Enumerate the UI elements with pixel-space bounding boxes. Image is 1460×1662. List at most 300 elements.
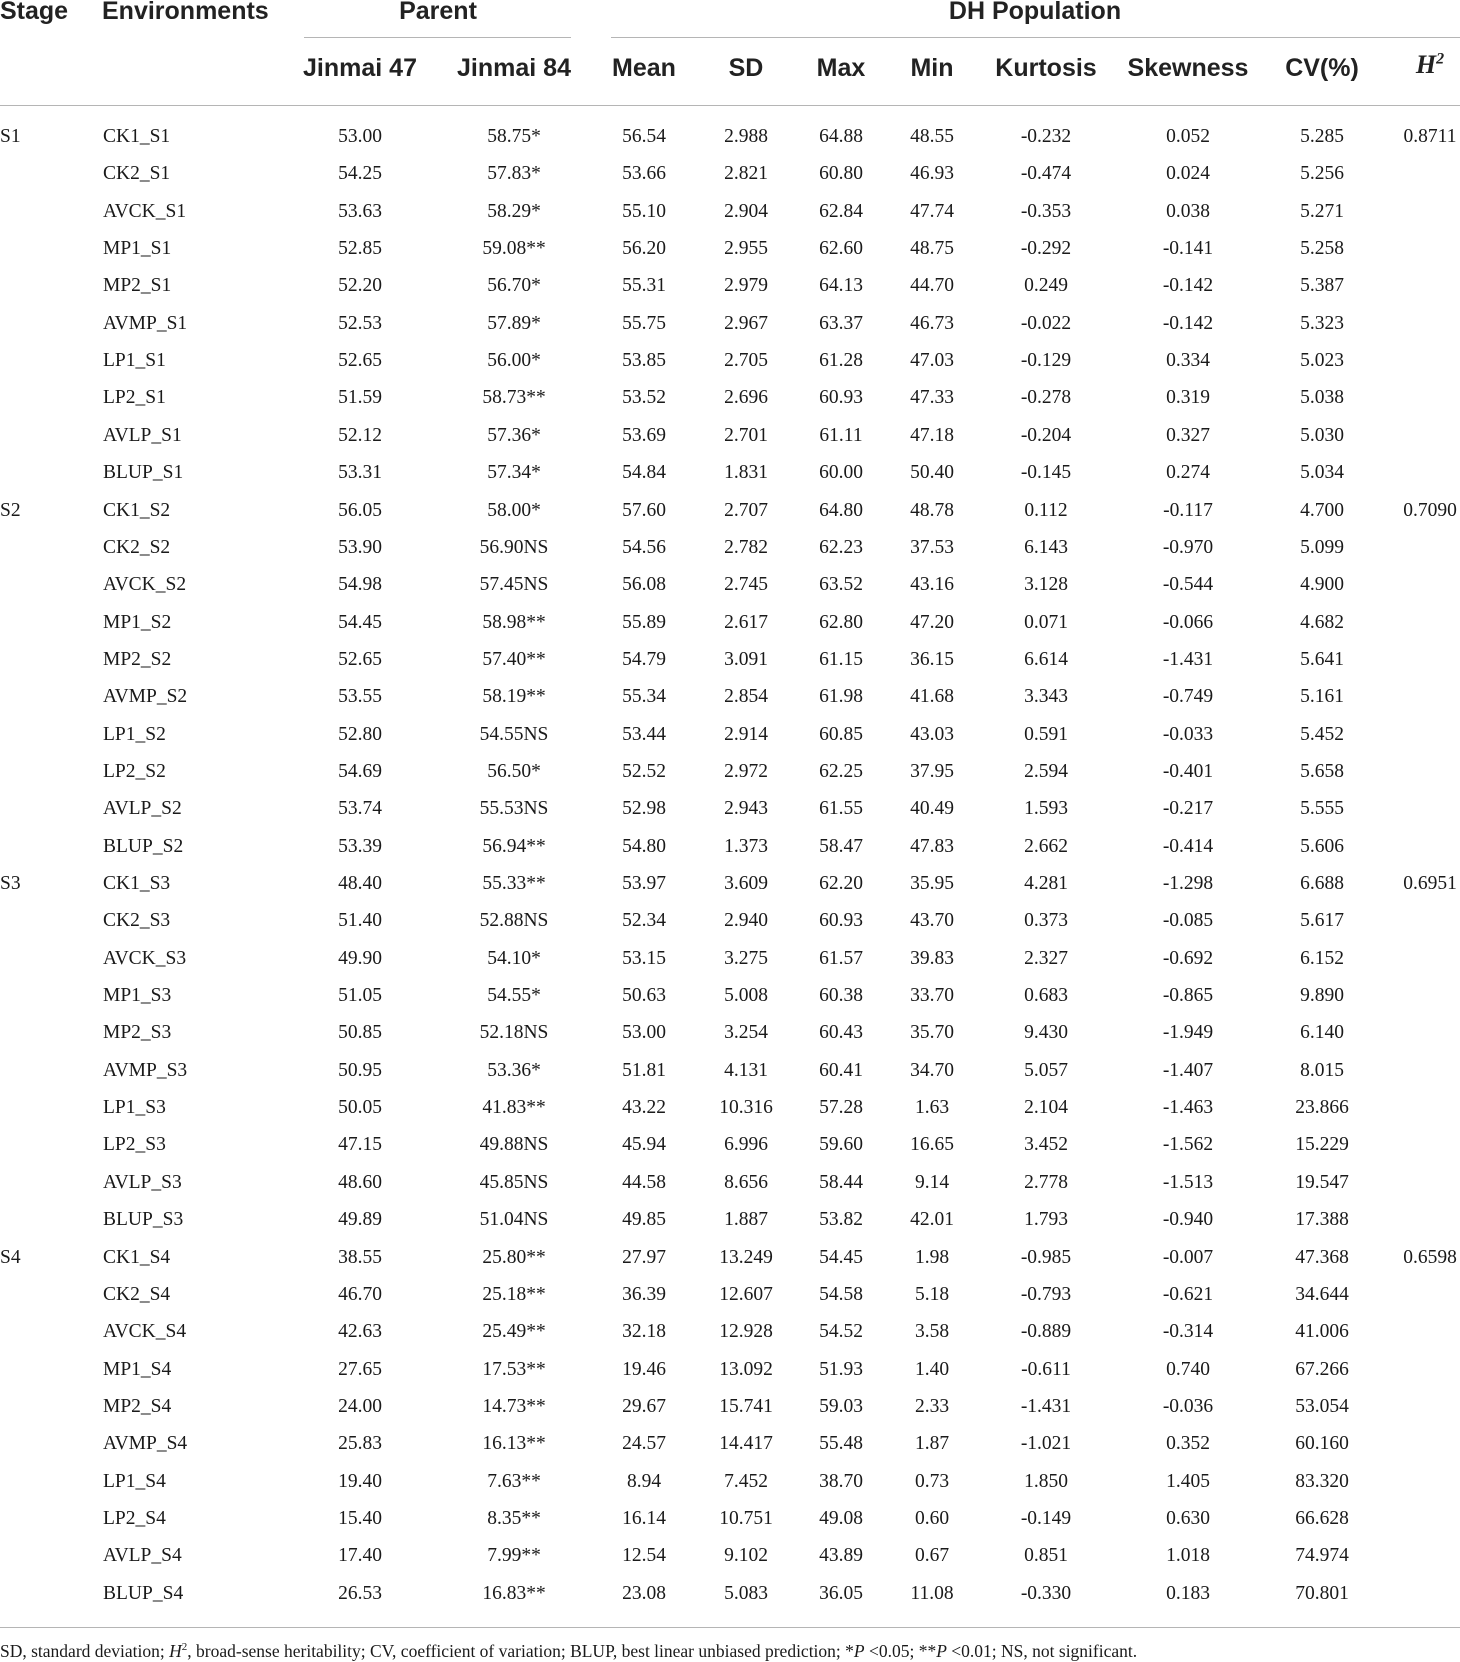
cell-jinmai47: 52.80 <box>338 724 382 745</box>
cell-sd: 12.928 <box>719 1321 773 1342</box>
cell-min: 50.40 <box>910 462 954 483</box>
header-dh-population: DH Population <box>948 0 1122 25</box>
cell-kurtosis: 1.793 <box>1024 1209 1068 1230</box>
cell-max: 61.57 <box>819 948 863 969</box>
cell-jinmai47: 27.65 <box>338 1359 382 1380</box>
footnote-part-4: <0.01; NS, not significant. <box>946 1641 1138 1661</box>
cell-cv: 66.628 <box>1295 1508 1349 1529</box>
cell-jinmai84: 57.83* <box>487 163 541 184</box>
cell-jinmai84: 55.33** <box>482 873 546 894</box>
cell-sd: 3.275 <box>724 948 768 969</box>
cell-cv: 5.658 <box>1300 761 1344 782</box>
cell-max: 62.84 <box>819 201 863 222</box>
cell-h2: 0.6598 <box>1403 1247 1457 1268</box>
cell-min: 43.16 <box>910 574 954 595</box>
cell-jinmai47: 51.05 <box>338 985 382 1006</box>
cell-max: 51.93 <box>819 1359 863 1380</box>
cell-jinmai47: 53.55 <box>338 686 382 707</box>
header-parent: Parent <box>399 0 477 25</box>
cell-sd: 13.249 <box>719 1247 773 1268</box>
cell-environment: AVCK_S4 <box>103 1321 187 1342</box>
cell-environment: LP1_S4 <box>103 1471 166 1492</box>
cell-jinmai84: 57.45NS <box>479 574 549 595</box>
cell-environment: AVCK_S3 <box>103 948 187 969</box>
cell-sd: 2.617 <box>724 612 768 633</box>
cell-jinmai47: 50.85 <box>338 1022 382 1043</box>
cell-cv: 70.801 <box>1295 1583 1349 1604</box>
cell-skewness: 0.327 <box>1166 425 1210 446</box>
cell-environment: CK2_S1 <box>103 163 171 184</box>
cell-min: 44.70 <box>910 275 954 296</box>
cell-kurtosis: 6.614 <box>1024 649 1068 670</box>
cell-sd: 2.821 <box>724 163 768 184</box>
cell-cv: 5.387 <box>1300 275 1344 296</box>
cell-cv: 5.452 <box>1300 724 1344 745</box>
cell-sd: 2.854 <box>724 686 768 707</box>
cell-mean: 24.57 <box>622 1433 666 1454</box>
cell-sd: 2.914 <box>724 724 768 745</box>
cell-mean: 53.66 <box>622 163 666 184</box>
cell-mean: 43.22 <box>622 1097 666 1118</box>
cell-jinmai84: 57.36* <box>487 425 541 446</box>
cell-max: 58.47 <box>819 836 863 857</box>
cell-min: 46.93 <box>910 163 954 184</box>
cell-jinmai47: 52.85 <box>338 238 382 259</box>
cell-cv: 4.900 <box>1300 574 1344 595</box>
cell-cv: 5.555 <box>1300 798 1344 819</box>
cell-sd: 9.102 <box>724 1545 768 1566</box>
cell-min: 47.18 <box>910 425 954 446</box>
cell-skewness: -1.513 <box>1162 1172 1214 1193</box>
cell-kurtosis: 2.594 <box>1024 761 1068 782</box>
cell-max: 61.28 <box>819 350 863 371</box>
cell-sd: 3.609 <box>724 873 768 894</box>
cell-sd: 2.707 <box>724 500 768 521</box>
cell-kurtosis: -0.611 <box>1021 1359 1071 1380</box>
cell-mean: 54.79 <box>622 649 666 670</box>
cell-kurtosis: 2.778 <box>1024 1172 1068 1193</box>
cell-min: 43.70 <box>910 910 954 931</box>
cell-cv: 5.030 <box>1300 425 1344 446</box>
cell-skewness: -0.033 <box>1162 724 1214 745</box>
cell-skewness: -0.970 <box>1162 537 1214 558</box>
cell-min: 11.08 <box>910 1583 954 1604</box>
cell-jinmai47: 26.53 <box>338 1583 382 1604</box>
cell-kurtosis: -0.145 <box>1020 462 1072 483</box>
cell-skewness: 0.352 <box>1166 1433 1210 1454</box>
cell-min: 47.74 <box>910 201 954 222</box>
cell-jinmai84: 56.94** <box>482 836 546 857</box>
cell-mean: 49.85 <box>622 1209 666 1230</box>
cell-min: 1.98 <box>914 1247 950 1268</box>
cell-kurtosis: 2.104 <box>1024 1097 1068 1118</box>
cell-cv: 83.320 <box>1295 1471 1349 1492</box>
cell-jinmai84: 16.13** <box>482 1433 546 1454</box>
cell-min: 1.40 <box>914 1359 950 1380</box>
cell-max: 53.82 <box>819 1209 863 1230</box>
cell-jinmai84: 58.19** <box>482 686 546 707</box>
cell-jinmai47: 47.15 <box>338 1134 382 1155</box>
cell-min: 2.33 <box>914 1396 950 1417</box>
cell-kurtosis: 0.112 <box>1024 500 1068 521</box>
cell-min: 1.87 <box>914 1433 950 1454</box>
cell-max: 62.25 <box>819 761 863 782</box>
cell-min: 42.01 <box>910 1209 954 1230</box>
cell-min: 39.83 <box>910 948 954 969</box>
cell-environment: AVMP_S1 <box>103 313 188 334</box>
cell-max: 61.98 <box>819 686 863 707</box>
cell-jinmai84: 52.88NS <box>479 910 549 931</box>
cell-skewness: -1.407 <box>1162 1060 1214 1081</box>
cell-skewness: 0.740 <box>1166 1359 1210 1380</box>
cell-mean: 55.31 <box>622 275 666 296</box>
cell-mean: 55.34 <box>622 686 666 707</box>
cell-mean: 51.81 <box>622 1060 666 1081</box>
cell-kurtosis: 1.593 <box>1024 798 1068 819</box>
cell-cv: 19.547 <box>1295 1172 1349 1193</box>
cell-sd: 3.091 <box>724 649 768 670</box>
cell-mean: 54.84 <box>622 462 666 483</box>
cell-environment: LP2_S3 <box>103 1134 166 1155</box>
cell-min: 48.55 <box>910 126 954 147</box>
cell-kurtosis: 0.373 <box>1024 910 1068 931</box>
cell-skewness: 0.334 <box>1166 350 1210 371</box>
cell-cv: 5.256 <box>1300 163 1344 184</box>
footnote-part-1: SD, standard deviation; <box>0 1641 170 1661</box>
cell-min: 0.60 <box>914 1508 950 1529</box>
cell-kurtosis: 3.128 <box>1024 574 1068 595</box>
cell-mean: 29.67 <box>622 1396 666 1417</box>
cell-environment: AVMP_S3 <box>103 1060 188 1081</box>
cell-skewness: -0.544 <box>1162 574 1214 595</box>
cell-stage: S3 <box>0 873 21 894</box>
cell-cv: 5.038 <box>1300 387 1344 408</box>
cell-jinmai84: 57.34* <box>487 462 541 483</box>
cell-jinmai47: 49.90 <box>338 948 382 969</box>
cell-jinmai84: 54.55NS <box>479 724 549 745</box>
cell-skewness: -1.562 <box>1162 1134 1214 1155</box>
cell-min: 16.65 <box>910 1134 954 1155</box>
cell-min: 36.15 <box>910 649 954 670</box>
cell-kurtosis: -0.793 <box>1020 1284 1072 1305</box>
cell-environment: CK1_S2 <box>103 500 171 521</box>
cell-jinmai84: 56.50* <box>487 761 541 782</box>
cell-skewness: -0.940 <box>1162 1209 1214 1230</box>
cell-jinmai84: 25.49** <box>482 1321 546 1342</box>
header-cv: CV(%) <box>1285 54 1359 82</box>
cell-kurtosis: -0.330 <box>1020 1583 1072 1604</box>
cell-kurtosis: 9.430 <box>1024 1022 1068 1043</box>
cell-jinmai84: 7.63** <box>487 1471 541 1492</box>
cell-mean: 53.85 <box>622 350 666 371</box>
cell-environment: CK1_S1 <box>103 126 171 147</box>
cell-max: 59.60 <box>819 1134 863 1155</box>
cell-kurtosis: -0.353 <box>1020 201 1072 222</box>
cell-cv: 6.140 <box>1300 1022 1344 1043</box>
cell-kurtosis: -0.129 <box>1020 350 1072 371</box>
cell-min: 9.14 <box>914 1172 950 1193</box>
cell-jinmai84: 56.00* <box>487 350 541 371</box>
cell-jinmai84: 58.75* <box>487 126 541 147</box>
table-bottom-rule <box>0 1627 1460 1628</box>
cell-kurtosis: -0.232 <box>1020 126 1072 147</box>
cell-jinmai47: 52.20 <box>338 275 382 296</box>
cell-max: 60.38 <box>819 985 863 1006</box>
cell-max: 60.85 <box>819 724 863 745</box>
cell-sd: 2.979 <box>724 275 768 296</box>
footnote-p1: P <box>853 1641 865 1661</box>
cell-jinmai84: 58.98** <box>482 612 546 633</box>
cell-environment: LP2_S4 <box>103 1508 166 1529</box>
cell-mean: 27.97 <box>622 1247 666 1268</box>
cell-sd: 1.373 <box>724 836 768 857</box>
cell-jinmai47: 17.40 <box>338 1545 382 1566</box>
cell-mean: 56.08 <box>622 574 666 595</box>
cell-cv: 6.688 <box>1300 873 1344 894</box>
cell-jinmai84: 56.90NS <box>479 537 549 558</box>
cell-sd: 10.751 <box>719 1508 773 1529</box>
cell-cv: 5.617 <box>1300 910 1344 931</box>
cell-jinmai47: 54.25 <box>338 163 382 184</box>
cell-jinmai47: 48.40 <box>338 873 382 894</box>
cell-skewness: 1.405 <box>1166 1471 1210 1492</box>
cell-kurtosis: 2.327 <box>1024 948 1068 969</box>
cell-cv: 15.229 <box>1295 1134 1349 1155</box>
cell-environment: LP2_S1 <box>103 387 166 408</box>
cell-kurtosis: 0.851 <box>1024 1545 1068 1566</box>
cell-jinmai84: 14.73** <box>482 1396 546 1417</box>
cell-sd: 3.254 <box>724 1022 768 1043</box>
cell-jinmai47: 38.55 <box>338 1247 382 1268</box>
cell-environment: BLUP_S3 <box>103 1209 184 1230</box>
cell-jinmai84: 16.83** <box>482 1583 546 1604</box>
cell-mean: 53.69 <box>622 425 666 446</box>
cell-cv: 5.161 <box>1300 686 1344 707</box>
cell-max: 49.08 <box>819 1508 863 1529</box>
cell-kurtosis: 6.143 <box>1024 537 1068 558</box>
cell-kurtosis: 2.662 <box>1024 836 1068 857</box>
cell-environment: MP2_S2 <box>103 649 172 670</box>
cell-mean: 53.52 <box>622 387 666 408</box>
cell-sd: 6.996 <box>724 1134 768 1155</box>
header-h2-base: H <box>1415 50 1437 79</box>
cell-skewness: -0.692 <box>1162 948 1214 969</box>
cell-jinmai47: 56.05 <box>338 500 382 521</box>
cell-sd: 2.940 <box>724 910 768 931</box>
cell-cv: 5.099 <box>1300 537 1344 558</box>
cell-skewness: -0.401 <box>1162 761 1214 782</box>
cell-max: 60.93 <box>819 910 863 931</box>
cell-max: 55.48 <box>819 1433 863 1454</box>
cell-skewness: -0.141 <box>1162 238 1214 259</box>
cell-max: 62.20 <box>819 873 863 894</box>
cell-kurtosis: 0.683 <box>1024 985 1068 1006</box>
cell-max: 43.89 <box>819 1545 863 1566</box>
cell-mean: 53.15 <box>622 948 666 969</box>
cell-sd: 10.316 <box>719 1097 773 1118</box>
cell-kurtosis: 0.071 <box>1024 612 1068 633</box>
cell-max: 36.05 <box>819 1583 863 1604</box>
cell-environment: LP1_S1 <box>103 350 166 371</box>
cell-kurtosis: 5.057 <box>1024 1060 1068 1081</box>
cell-max: 57.28 <box>819 1097 863 1118</box>
cell-max: 61.11 <box>819 425 863 446</box>
cell-max: 63.37 <box>819 313 863 334</box>
cell-jinmai47: 54.45 <box>338 612 382 633</box>
cell-kurtosis: -0.889 <box>1020 1321 1072 1342</box>
cell-mean: 56.20 <box>622 238 666 259</box>
cell-sd: 14.417 <box>719 1433 773 1454</box>
cell-jinmai47: 53.74 <box>338 798 382 819</box>
cell-jinmai47: 54.98 <box>338 574 382 595</box>
cell-skewness: -0.142 <box>1162 275 1214 296</box>
cell-skewness: 0.183 <box>1166 1583 1210 1604</box>
cell-mean: 54.56 <box>622 537 666 558</box>
cell-sd: 13.092 <box>719 1359 773 1380</box>
cell-h2: 0.6951 <box>1403 873 1457 894</box>
cell-jinmai47: 24.00 <box>338 1396 382 1417</box>
header-mean: Mean <box>612 54 676 82</box>
cell-environment: AVLP_S4 <box>103 1545 182 1566</box>
cell-jinmai84: 56.70* <box>487 275 541 296</box>
cell-mean: 52.98 <box>622 798 666 819</box>
cell-jinmai47: 52.53 <box>338 313 382 334</box>
cell-jinmai47: 53.63 <box>338 201 382 222</box>
cell-environment: MP2_S1 <box>103 275 172 296</box>
cell-cv: 4.700 <box>1300 500 1344 521</box>
cell-jinmai84: 57.40** <box>482 649 546 670</box>
cell-jinmai84: 17.53** <box>482 1359 546 1380</box>
footnote-h: H <box>169 1641 182 1661</box>
cell-skewness: -0.117 <box>1163 500 1213 521</box>
cell-jinmai47: 42.63 <box>338 1321 382 1342</box>
cell-cv: 5.606 <box>1300 836 1344 857</box>
cell-sd: 15.741 <box>719 1396 773 1417</box>
cell-skewness: -0.865 <box>1162 985 1214 1006</box>
cell-environment: CK1_S3 <box>103 873 171 894</box>
cell-skewness: -0.621 <box>1162 1284 1214 1305</box>
cell-environment: MP1_S4 <box>103 1359 172 1380</box>
cell-sd: 2.782 <box>724 537 768 558</box>
cell-min: 48.75 <box>910 238 954 259</box>
cell-environment: CK2_S4 <box>103 1284 171 1305</box>
cell-skewness: 0.052 <box>1166 126 1210 147</box>
cell-sd: 2.701 <box>724 425 768 446</box>
cell-jinmai84: 25.80** <box>482 1247 546 1268</box>
cell-sd: 2.705 <box>724 350 768 371</box>
cell-sd: 2.955 <box>724 238 768 259</box>
cell-mean: 52.34 <box>622 910 666 931</box>
cell-environment: AVMP_S4 <box>103 1433 188 1454</box>
cell-jinmai47: 50.95 <box>338 1060 382 1081</box>
cell-max: 54.45 <box>819 1247 863 1268</box>
cell-skewness: -0.085 <box>1162 910 1214 931</box>
cell-jinmai84: 8.35** <box>487 1508 541 1529</box>
cell-max: 64.80 <box>819 500 863 521</box>
cell-min: 5.18 <box>914 1284 950 1305</box>
cell-skewness: -0.414 <box>1162 836 1214 857</box>
cell-max: 61.15 <box>819 649 863 670</box>
cell-max: 59.03 <box>819 1396 863 1417</box>
cell-min: 41.68 <box>910 686 954 707</box>
header-h2-sup: 2 <box>1436 50 1445 68</box>
footnote-part-2: , broad-sense heritability; CV, coefficient of variation; BLUP, best linear unbiased prediction; * <box>187 1641 854 1661</box>
cell-min: 46.73 <box>910 313 954 334</box>
cell-environment: AVCK_S1 <box>103 201 187 222</box>
cell-mean: 36.39 <box>622 1284 666 1305</box>
cell-sd: 5.008 <box>724 985 768 1006</box>
header-max: Max <box>816 54 866 82</box>
cell-environment: LP1_S2 <box>103 724 166 745</box>
footnote <box>0 1641 1137 1662</box>
cell-cv: 67.266 <box>1295 1359 1349 1380</box>
cell-skewness: 0.024 <box>1166 163 1210 184</box>
header-jinmai84: Jinmai 84 <box>457 54 571 82</box>
cell-max: 60.41 <box>819 1060 863 1081</box>
cell-cv: 9.890 <box>1300 985 1344 1006</box>
cell-jinmai47: 53.31 <box>338 462 382 483</box>
header-skewness: Skewness <box>1127 54 1249 82</box>
cell-mean: 12.54 <box>622 1545 666 1566</box>
cell-min: 0.67 <box>914 1545 950 1566</box>
cell-sd: 2.745 <box>724 574 768 595</box>
cell-jinmai47: 52.65 <box>338 350 382 371</box>
cell-min: 43.03 <box>910 724 954 745</box>
cell-jinmai84: 51.04NS <box>479 1209 549 1230</box>
cell-min: 47.83 <box>910 836 954 857</box>
cell-sd: 2.988 <box>724 126 768 147</box>
cell-cv: 4.682 <box>1300 612 1344 633</box>
cell-min: 37.95 <box>910 761 954 782</box>
cell-jinmai84: 54.10* <box>487 948 541 969</box>
cell-max: 62.60 <box>819 238 863 259</box>
cell-sd: 7.452 <box>724 1471 768 1492</box>
cell-max: 60.43 <box>819 1022 863 1043</box>
cell-min: 48.78 <box>910 500 954 521</box>
cell-environment: MP1_S2 <box>103 612 172 633</box>
cell-max: 64.88 <box>819 126 863 147</box>
cell-sd: 1.887 <box>724 1209 768 1230</box>
cell-environment: AVLP_S3 <box>103 1172 182 1193</box>
cell-min: 37.53 <box>910 537 954 558</box>
cell-kurtosis: -0.985 <box>1020 1247 1072 1268</box>
cell-skewness: 0.274 <box>1166 462 1210 483</box>
cell-min: 40.49 <box>910 798 954 819</box>
cell-skewness: 0.319 <box>1166 387 1210 408</box>
cell-environment: CK2_S3 <box>103 910 171 931</box>
cell-kurtosis: -0.474 <box>1020 163 1072 184</box>
cell-stage: S4 <box>0 1247 21 1268</box>
cell-min: 47.03 <box>910 350 954 371</box>
cell-environment: AVLP_S1 <box>103 425 182 446</box>
cell-jinmai84: 57.89* <box>487 313 541 334</box>
cell-mean: 8.94 <box>626 1471 662 1492</box>
cell-max: 54.58 <box>819 1284 863 1305</box>
cell-jinmai47: 15.40 <box>338 1508 382 1529</box>
cell-cv: 6.152 <box>1300 948 1344 969</box>
cell-sd: 2.967 <box>724 313 768 334</box>
cell-mean: 57.60 <box>622 500 666 521</box>
cell-min: 34.70 <box>910 1060 954 1081</box>
cell-skewness: -0.066 <box>1162 612 1214 633</box>
footnote-p2: P <box>936 1641 947 1661</box>
cell-environment: AVMP_S2 <box>103 686 188 707</box>
cell-skewness: -0.142 <box>1162 313 1214 334</box>
cell-environment: MP1_S1 <box>103 238 172 259</box>
cell-jinmai84: 58.29* <box>487 201 541 222</box>
cell-environment: CK1_S4 <box>103 1247 171 1268</box>
cell-cv: 23.866 <box>1295 1097 1349 1118</box>
